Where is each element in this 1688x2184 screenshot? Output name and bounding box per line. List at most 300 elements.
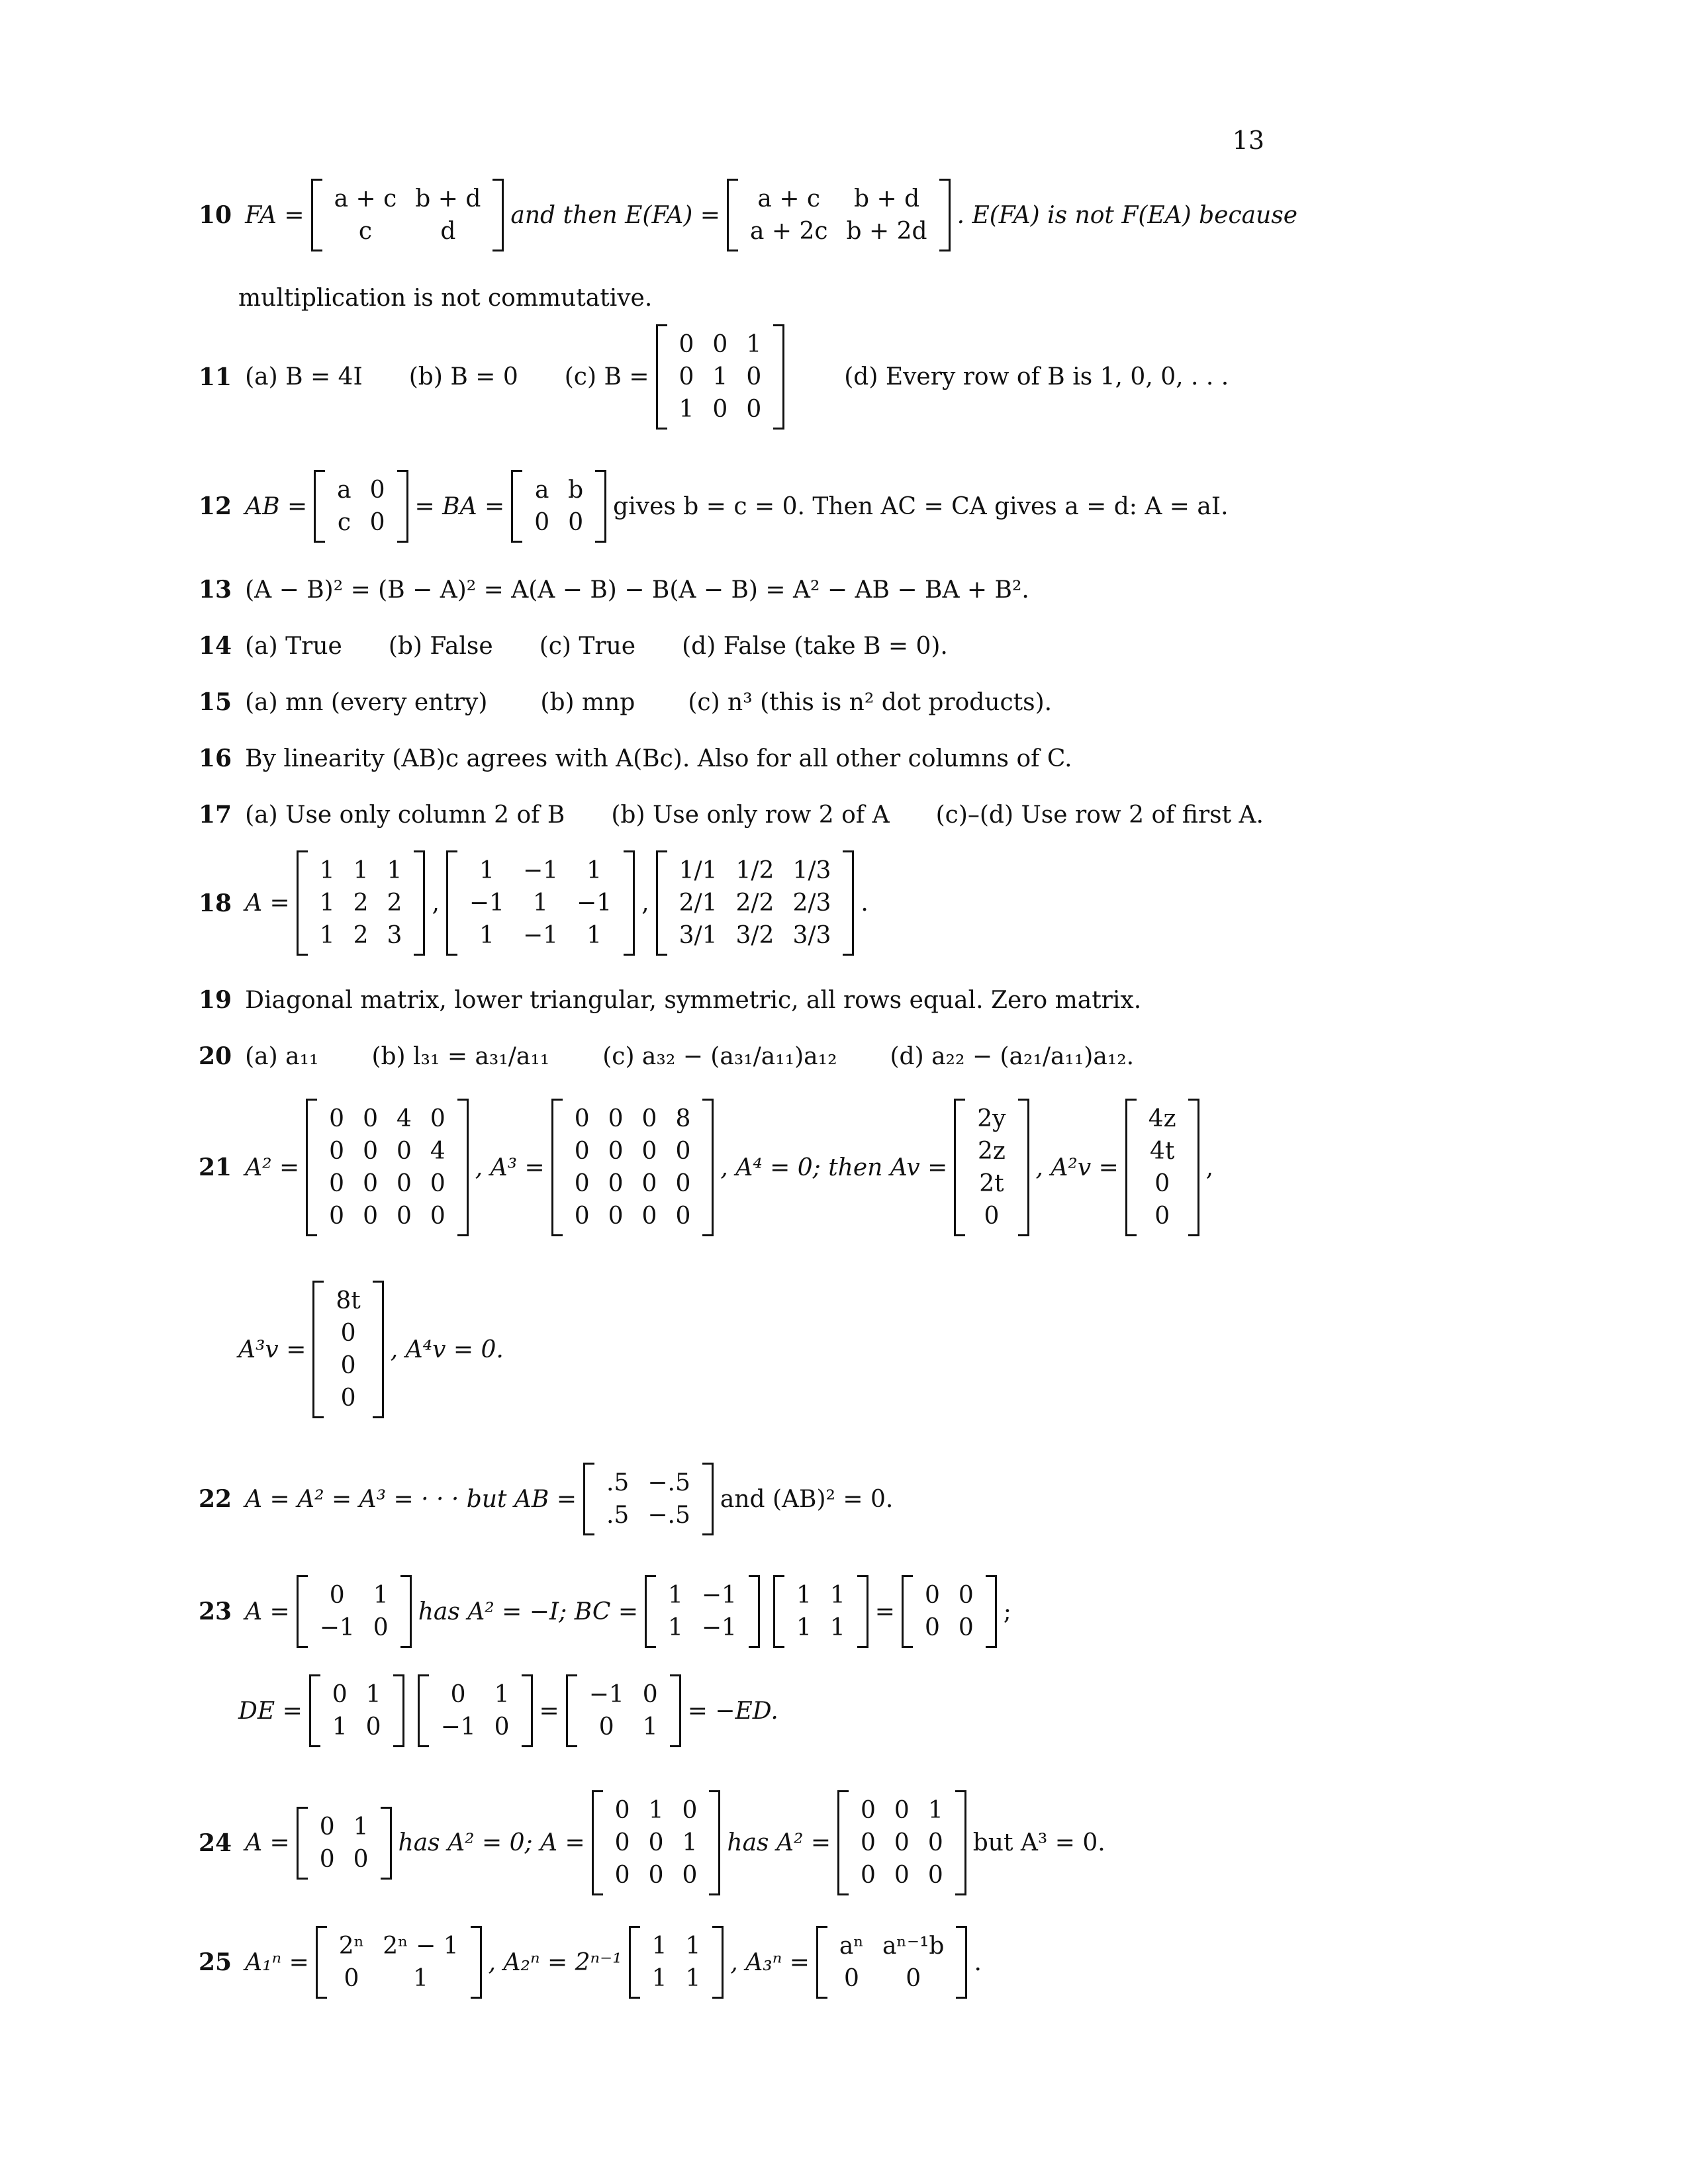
matrix-cell: aⁿ [839,1933,864,1960]
text: (b) False [388,632,493,660]
matrix-cell: 0 [329,1582,345,1609]
matrix-cell: 0 [430,1203,445,1230]
left-bracket [773,1575,784,1648]
text: (a) B = 4I [245,363,363,390]
left-bracket [645,1575,656,1648]
text: (c) True [539,632,636,660]
matrix-cell: 0 [574,1170,590,1197]
problem-14 [199,632,948,660]
matrix-cell: 0 [396,1170,412,1197]
right-bracket [381,1807,392,1880]
matrix-cell: 0 [614,1862,630,1889]
matrix-cell: 0 [675,1203,691,1230]
text: DE = [238,1697,303,1725]
matrix-cell: 0 [682,1797,698,1824]
left-bracket [312,1281,324,1418]
right-bracket [624,850,635,956]
separator: , [1205,1154,1214,1181]
matrix [311,179,504,251]
page-number: 13 [1232,126,1264,155]
matrix-grid [640,1926,713,1999]
problem-12 [199,470,1229,543]
matrix-cell: 0 [924,1614,940,1641]
problem-number: 23 [199,1598,232,1625]
matrix-cell: b + d [854,185,920,212]
separator: , [432,889,440,917]
right-bracket [702,1463,714,1535]
matrix-cell: 1 [353,857,369,884]
text: By linearity (AB)c agrees with A(Bc). Also for all other columns of C. [245,745,1072,772]
matrix-cell: −1 [522,922,559,949]
matrix [551,1099,714,1236]
matrix [297,1575,412,1648]
problem-25 [199,1926,982,1999]
matrix-grid [738,179,939,251]
matrix-cell: c [358,218,372,245]
matrix [773,1575,868,1648]
matrix-cell: 1 [479,857,494,884]
matrix-cell: 0 [396,1138,412,1165]
matrix-cell: 0 [958,1614,974,1641]
problem-21-line2 [238,1281,504,1418]
text: (a) True [245,632,342,660]
left-bracket [306,1099,317,1236]
matrix [297,850,426,956]
matrix-cell: 1 [796,1582,812,1609]
text: multiplication is not commutative. [238,285,653,312]
matrix-cell: 3/2 [735,922,774,949]
right-bracket [595,470,606,543]
matrix-cell: 1/3 [792,857,831,884]
matrix-grid [308,850,414,956]
period: . [974,1948,982,1976]
matrix-cell: 1 [494,1681,510,1708]
matrix-cell: −1 [701,1582,737,1609]
matrix-cell: 0 [648,1829,664,1856]
text: FA = [245,201,305,229]
matrix-cell: 0 [369,477,385,504]
matrix-cell: 1 [648,1797,664,1824]
matrix-grid [827,1926,957,1999]
problem-11 [199,324,1229,430]
matrix [418,1674,533,1747]
matrix-cell: 0 [927,1829,943,1856]
left-bracket [629,1926,640,1999]
right-bracket [397,470,408,543]
matrix-cell: 1 [927,1797,943,1824]
matrix-cell: 0 [608,1170,624,1197]
text: (b) mnp [540,688,635,716]
left-bracket [551,1099,563,1236]
matrix-cell: 0 [344,1965,359,1992]
matrix-grid [913,1575,986,1648]
matrix-cell: 0 [984,1203,1000,1230]
problem-number: 12 [199,492,232,520]
matrix-cell: 3 [387,922,402,949]
matrix [629,1926,724,1999]
matrix-cell: 2/1 [679,889,718,917]
text: (c) n³ (this is n² dot products). [688,688,1053,716]
text: , A₂ⁿ = 2ⁿ⁻¹ [488,1948,622,1976]
problem-number: 25 [199,1948,232,1976]
problem-15 [199,688,1052,716]
matrix-cell: a + 2c [749,218,828,245]
matrix-cell: −1 [522,857,559,884]
text: A₁ⁿ = [245,1948,309,1976]
problem-20 [199,1042,1134,1070]
text: (b) B = 0 [408,363,518,390]
matrix-cell: 1 [319,889,335,917]
problem-23-line2 [238,1674,778,1747]
matrix-cell: 0 [319,1845,335,1873]
matrix-cell: 0 [574,1138,590,1165]
matrix-cell: 1 [353,1813,369,1841]
right-bracket [492,179,504,251]
problem-number: 13 [199,576,232,604]
matrix-cell: 0 [641,1203,657,1230]
problem-13 [199,576,1029,604]
matrix-grid [603,1790,710,1895]
matrix [656,324,785,430]
problem-16 [199,745,1072,772]
matrix-cell: 1 [796,1614,812,1641]
matrix-cell: 0 [958,1582,974,1609]
matrix-grid [322,179,493,251]
matrix-cell: 4z [1148,1105,1176,1132]
matrix-cell: 0 [365,1713,381,1741]
right-bracket [955,1790,966,1895]
matrix-cell: −1 [319,1614,355,1641]
left-bracket [583,1463,594,1535]
text: (a) mn (every entry) [245,688,488,716]
text: , A₃ⁿ = [730,1948,810,1976]
problem-number: 14 [199,632,232,660]
matrix-grid [457,850,624,956]
matrix-cell: 0 [894,1797,910,1824]
matrix-cell: 0 [675,1170,691,1197]
text: has A² = 0; A = [398,1829,585,1856]
text: A = A² = A³ = · · · but AB = [245,1485,577,1513]
right-bracket [400,1575,412,1648]
right-bracket [956,1926,967,1999]
matrix-cell: .5 [606,1469,630,1496]
right-bracket [986,1575,997,1648]
matrix-cell: d [440,218,456,245]
matrix-cell: 1 [586,922,602,949]
matrix-cell: 8 [675,1105,691,1132]
matrix-cell: 0 [641,1105,657,1132]
text: (c) a₃₂ − (a₃₁/a₁₁)a₁₂ [602,1042,837,1070]
right-bracket [702,1099,714,1236]
text: and then E(FA) = [510,201,720,229]
matrix-cell: 0 [373,1614,389,1641]
matrix-cell: 0 [598,1713,614,1741]
right-bracket [857,1575,868,1648]
matrix-cell: 0 [641,1170,657,1197]
matrix-grid [563,1099,703,1236]
matrix-cell: 0 [450,1681,466,1708]
right-bracket [471,1926,482,1999]
matrix-cell: 0 [648,1862,664,1889]
matrix [566,1674,681,1747]
matrix [316,1926,482,1999]
matrix-cell: 1 [685,1933,701,1960]
matrix-cell: 3/1 [679,922,718,949]
matrix-cell: 0 [861,1862,876,1889]
problem-19 [199,986,1141,1014]
left-bracket [446,850,457,956]
matrix-cell: 0 [329,1203,345,1230]
matrix-cell: 0 [329,1105,345,1132]
text: has A² = −I; BC = [418,1598,638,1625]
matrix-grid [317,1099,457,1236]
matrix-cell: aⁿ⁻¹b [882,1933,945,1960]
matrix-cell: 0 [843,1965,859,1992]
matrix-cell: 1 [829,1614,845,1641]
vector [1125,1099,1199,1236]
vector [954,1099,1029,1236]
matrix-cell: 2 [353,889,369,917]
matrix [902,1575,997,1648]
matrix-cell: 1 [387,857,402,884]
matrix-grid [320,1674,393,1747]
matrix-cell: 3/3 [792,922,831,949]
matrix-cell: 2t [979,1170,1004,1197]
matrix-grid [308,1807,381,1880]
matrix-cell: 0 [614,1829,630,1856]
left-bracket [727,179,738,251]
matrix-cell: 0 [927,1862,943,1889]
matrix-cell: 1 [682,1829,698,1856]
matrix-cell: a [534,477,549,504]
matrix [816,1926,968,1999]
matrix-cell: 0 [861,1829,876,1856]
matrix-cell: 1 [679,396,694,423]
matrix-cell: 0 [642,1681,658,1708]
matrix-cell: 4 [396,1105,412,1132]
matrix-cell: 0 [430,1170,445,1197]
matrix [306,1099,469,1236]
right-bracket [373,1281,384,1418]
matrix-cell: .5 [606,1502,630,1529]
matrix-cell: 0 [329,1170,345,1197]
matrix-cell: −.5 [647,1469,690,1496]
matrix-cell: 0 [894,1862,910,1889]
matrix-cell: 1 [365,1681,381,1708]
matrix-cell: 0 [353,1845,369,1873]
matrix-cell: 1 [829,1582,845,1609]
problem-number: 17 [199,801,232,829]
matrix-cell: 0 [1154,1170,1170,1197]
text: has A² = [727,1829,831,1856]
matrix-cell: b + d [415,185,481,212]
problem-10-line2 [238,285,652,312]
matrix-cell: 1/1 [679,857,718,884]
problem-number: 16 [199,745,232,772]
right-bracket [414,850,425,956]
text: (a) a₁₁ [245,1042,319,1070]
problem-number: 19 [199,986,232,1014]
matrix-cell: 1 [667,1614,683,1641]
problem-number: 18 [199,889,232,917]
matrix-cell: 1 [685,1965,701,1992]
text: (c) B = [564,363,649,390]
matrix-grid [1137,1099,1188,1236]
text: A³v = [238,1336,306,1363]
matrix-cell: 1 [319,857,335,884]
matrix-cell: a + c [334,185,397,212]
matrix-cell: 1 [533,889,548,917]
matrix-cell: 1 [413,1965,428,1992]
matrix-cell: 0 [614,1797,630,1824]
matrix-cell: 0 [568,509,584,536]
matrix-grid [325,470,397,543]
problem-number: 21 [199,1154,232,1181]
problem-number: 20 [199,1042,232,1070]
left-bracket [954,1099,965,1236]
left-bracket [592,1790,603,1895]
matrix-cell: 0 [332,1681,348,1708]
left-bracket [816,1926,827,1999]
left-bracket [297,1575,308,1648]
matrix-cell: 4 [430,1138,445,1165]
matrix-cell: 1 [586,857,602,884]
matrix-cell: 2 [387,889,402,917]
matrix-cell: 0 [329,1138,345,1165]
text: A = [245,1829,290,1856]
problem-23 [199,1575,1011,1648]
matrix-cell: b + 2d [846,218,927,245]
left-bracket [566,1674,577,1747]
matrix-cell: 1 [667,1582,683,1609]
left-bracket [656,324,667,430]
text: (b) l₃₁ = a₃₁/a₁₁ [371,1042,550,1070]
left-bracket [311,179,322,251]
matrix [309,1674,404,1747]
problem-24 [199,1790,1105,1895]
problem-17 [199,801,1264,829]
text: ; [1003,1598,1011,1625]
problem-number: 22 [199,1485,232,1513]
text: , A⁴ = 0; then Av = [720,1154,948,1181]
text: and (AB)² = 0. [720,1485,894,1513]
matrix-cell: 2y [977,1105,1006,1132]
text: . E(FA) is not F(EA) because [957,201,1298,229]
text: , A²v = [1035,1154,1119,1181]
problem-number: 11 [199,363,232,391]
matrix-cell: 0 [340,1385,356,1412]
matrix-cell: 0 [906,1965,921,1992]
matrix-cell: 0 [746,396,762,423]
matrix-grid [308,1575,400,1648]
matrix-cell: 1/2 [735,857,774,884]
matrix [297,1807,392,1880]
matrix-cell: a [337,477,352,504]
matrix-cell: 2/2 [735,889,774,917]
text: (c)–(d) Use row 2 of first A. [935,801,1264,829]
text: , A³ = [475,1154,545,1181]
right-bracket [773,324,784,430]
matrix [314,470,408,543]
left-bracket [309,1674,320,1747]
text: gives b = c = 0. Then AC = CA gives a = d: A = aI. [613,492,1229,520]
matrix-cell: 0 [340,1320,356,1347]
matrix-cell: −1 [588,1681,624,1708]
matrix-cell: 0 [1154,1203,1170,1230]
matrix-cell: 1 [319,922,335,949]
matrix-grid [667,324,774,430]
matrix-cell: 0 [494,1713,510,1741]
matrix-cell: −1 [440,1713,476,1741]
matrix-cell: 0 [641,1138,657,1165]
matrix-cell: a + c [757,185,821,212]
matrix-cell: 0 [319,1813,335,1841]
separator: , [641,889,649,917]
matrix-cell: −1 [701,1614,737,1641]
matrix-grid [784,1575,857,1648]
matrix-grid [849,1790,955,1895]
matrix-grid [667,850,843,956]
matrix [511,470,606,543]
right-bracket [522,1674,533,1747]
text: A² = [245,1154,300,1181]
matrix-cell: 1 [712,363,728,390]
problem-number: 10 [199,201,232,229]
matrix-cell: 0 [679,331,694,358]
matrix-cell: c [337,509,351,536]
matrix-cell: 0 [675,1138,691,1165]
vector [312,1281,383,1418]
matrix-cell: 1 [332,1713,348,1741]
matrix-cell: 0 [363,1170,378,1197]
problem-21 [199,1099,1213,1236]
text: (d) False (take B = 0). [682,632,948,660]
left-bracket [314,470,325,543]
text: but A³ = 0. [972,1829,1105,1856]
text: = [874,1598,895,1625]
right-bracket [843,850,854,956]
text: A = [245,889,290,917]
problem-10 [199,179,1297,251]
left-bracket [297,850,308,956]
matrix-grid [594,1463,702,1535]
matrix-cell: 1 [642,1713,658,1741]
problem-number: 24 [199,1829,232,1857]
problem-18 [199,850,868,956]
matrix-cell: 0 [608,1203,624,1230]
text: = [539,1697,559,1725]
left-bracket [837,1790,849,1895]
matrix-cell: 2/3 [792,889,831,917]
text: A = [245,1598,290,1625]
left-bracket [511,470,522,543]
matrix-cell: 0 [534,509,550,536]
problem-22 [199,1463,893,1535]
matrix-cell: 1 [746,331,762,358]
left-bracket [297,1807,308,1880]
left-bracket [902,1575,913,1648]
matrix-cell: 0 [712,331,728,358]
matrix-cell: 4t [1150,1138,1175,1165]
left-bracket [316,1926,327,1999]
matrix-cell: 2z [977,1138,1006,1165]
matrix-cell: 2 [353,922,369,949]
matrix-cell: −1 [469,889,504,917]
matrix-cell: 0 [363,1138,378,1165]
right-bracket [709,1790,720,1895]
right-bracket [457,1099,469,1236]
matrix-cell: 1 [651,1965,667,1992]
